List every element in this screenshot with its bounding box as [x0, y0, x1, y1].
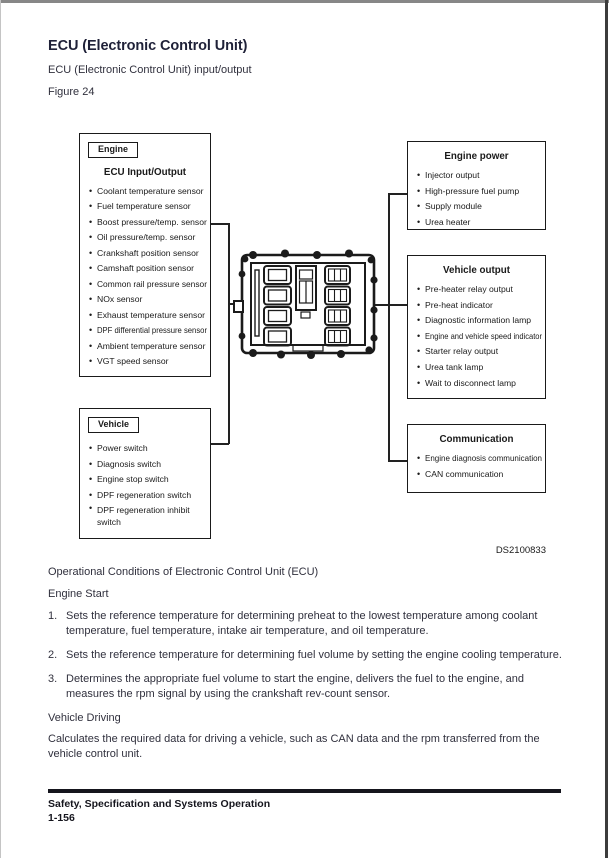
connector-line: [211, 443, 229, 445]
vehicle-output-list: [408, 282, 545, 391]
scan-right-edge: [605, 0, 608, 858]
vehicle-input-box: [79, 408, 211, 539]
connector-line: [388, 193, 407, 195]
engine-tag: Engine: [88, 142, 138, 158]
list-item: • Wait to disconnect lamp: [417, 376, 542, 392]
numbered-item: [48, 672, 562, 702]
footer-rule: [48, 789, 561, 793]
list-item: • Fuel temperature sensor: [89, 199, 207, 214]
communication-box: [407, 424, 546, 493]
list-item: • Pre-heat indicator: [417, 298, 542, 314]
list-item: • Engine diagnosis communication: [417, 451, 542, 467]
list-item: • Engine stop switch: [89, 472, 207, 488]
footer-section-title: Safety, Specification and Systems Operation: [48, 798, 271, 810]
footer-page-number: 1-156: [48, 812, 75, 824]
list-item: • Starter relay output: [417, 344, 542, 360]
vehicle-tag: Vehicle: [88, 417, 139, 433]
list-item: • Injector output: [417, 168, 542, 184]
list-item: • DPF regeneration inhibit switch: [89, 503, 207, 528]
engine-power-list: [408, 168, 545, 230]
body-text: [48, 565, 562, 762]
communication-list: [408, 451, 545, 482]
engine-box-heading: ECU Input/Output: [103, 167, 187, 178]
list-item: • NOx sensor: [89, 292, 207, 307]
communication-heading: Communication: [439, 434, 514, 445]
list-item: • Oil pressure/temp. sensor: [89, 230, 207, 245]
list-item: • Common rail pressure sensor: [89, 277, 207, 292]
item-number: 1.: [48, 610, 58, 622]
list-item: • Exhaust temperature sensor: [89, 308, 207, 323]
engine-input-list: [80, 184, 210, 369]
connector-line: [228, 223, 230, 444]
list-item: • Ambient temperature sensor: [89, 339, 207, 354]
figure-code: DS2100833: [495, 545, 546, 556]
item-text: Sets the reference temperature for determining preheat to the lowest temperature among coolant temperature, fuel temperature, intake air temperature, and oil temperature.: [66, 610, 538, 637]
engine-input-box: [79, 133, 211, 377]
vehicle-output-heading: Vehicle output: [443, 265, 510, 276]
list-item: • Pre-heater relay output: [417, 282, 542, 298]
list-item: • VGT speed sensor: [89, 354, 207, 369]
list-item: • Urea tank lamp: [417, 360, 542, 376]
page-subtitle: ECU (Electronic Control Unit) input/output: [48, 64, 252, 76]
connector-line: [388, 193, 390, 461]
vehicle-driving-text: Calculates the required data for driving a vehicle, such as CAN data and the rpm transferred from the vehicle control unit.: [48, 733, 540, 760]
connector-line: [211, 223, 229, 225]
page-title: ECU (Electronic Control Unit): [48, 38, 248, 54]
list-item: • High-pressure fuel pump: [417, 184, 542, 200]
list-item: • Coolant temperature sensor: [89, 184, 207, 199]
figure-label: Figure 24: [48, 86, 95, 98]
list-item: • Power switch: [89, 441, 207, 457]
engine-power-box: [407, 141, 546, 230]
section-heading: Operational Conditions of Electronic Control Unit (ECU): [48, 566, 319, 578]
list-item: • Boost pressure/temp. sensor: [89, 215, 207, 230]
list-item: • CAN communication: [417, 467, 542, 483]
connector-line: [388, 460, 407, 462]
vehicle-driving-heading: Vehicle Driving: [48, 712, 121, 724]
list-item: • Engine and vehicle speed indicator: [417, 329, 542, 345]
item-text: Sets the reference temperature for determining fuel volume by setting the engine cooling temperature.: [66, 649, 562, 661]
item-number: 2.: [48, 649, 58, 661]
list-item: • Urea heater: [417, 215, 542, 231]
list-item: • DPF regeneration switch: [89, 488, 207, 504]
ecu-unit-illustration: [233, 246, 379, 362]
list-item: • Camshaft position sensor: [89, 261, 207, 276]
list-item: • Supply module: [417, 199, 542, 215]
numbered-item: [48, 648, 562, 663]
list-item: • Diagnosis switch: [89, 457, 207, 473]
item-text: Determines the appropriate fuel volume to start the engine, delivers the fuel to the engine, and measures the rpm signal by using the crankshaft rev-count sensor.: [66, 673, 525, 700]
list-item: • Crankshaft position sensor: [89, 246, 207, 261]
list-item: • Diagnostic information lamp: [417, 313, 542, 329]
vehicle-input-list: [80, 441, 210, 528]
vehicle-output-box: [407, 255, 546, 399]
list-item: • DPF differential pressure sensor: [89, 323, 207, 338]
engine-power-heading: Engine power: [444, 151, 509, 162]
engine-start-heading: Engine Start: [48, 588, 109, 600]
item-number: 3.: [48, 673, 58, 685]
numbered-item: [48, 609, 562, 639]
